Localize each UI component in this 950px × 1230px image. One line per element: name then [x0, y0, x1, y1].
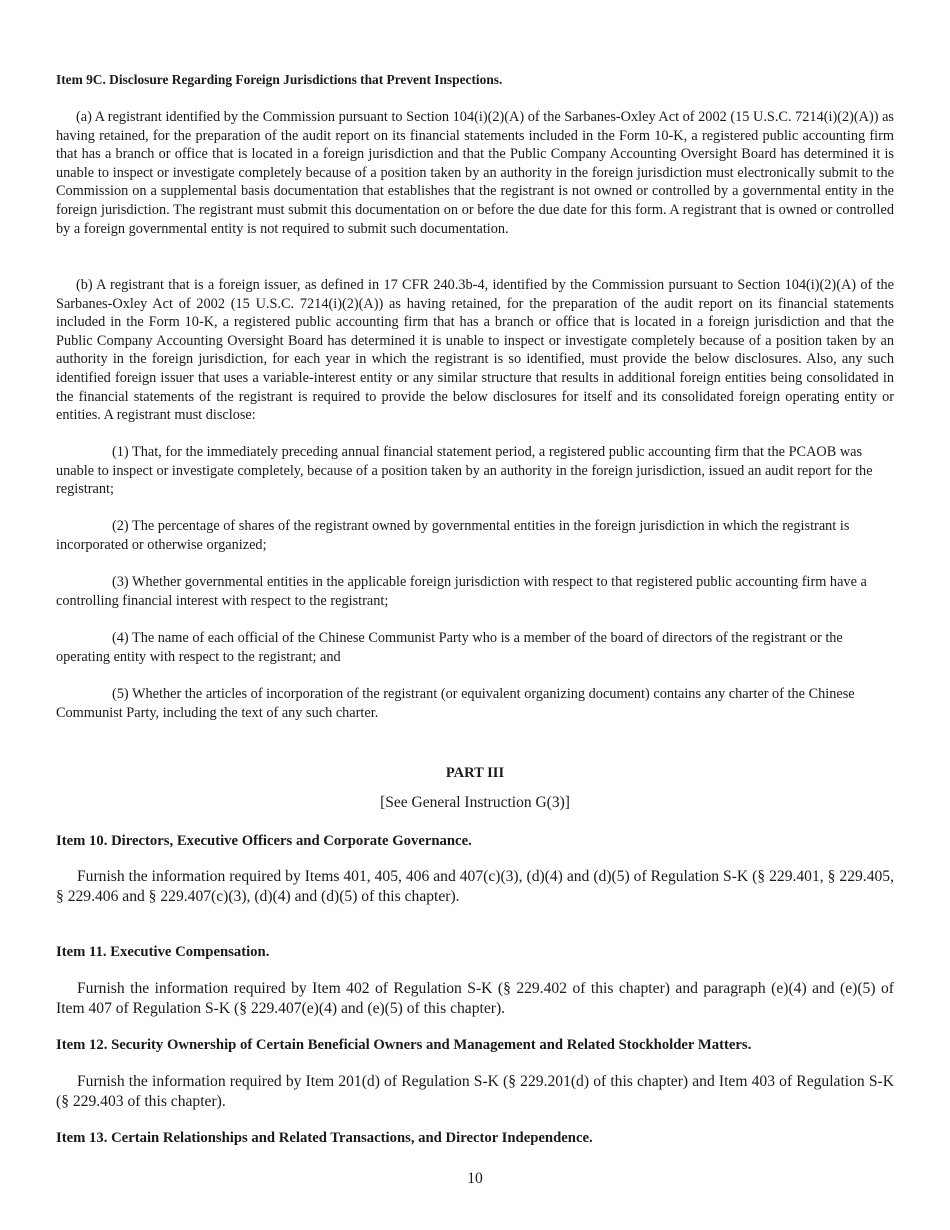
item-9c-paragraph-b: (b) A registrant that is a foreign issuer, as defined in 17 CFR 240.3b-4, identified by the Commission pursuant to Section 104(i)(2)(A) of the Sarbanes-Oxley Act of 2002 (15 U.S.C. 7214(i)(2)(A)) as having retained, for the preparation of the audit report on its financial statements included in the Form 10-K, a registered public accounting firm that has a branch or office that is located in a foreign jurisdiction and that the Public Company Accounting Oversight Board has determined it is unable to inspect or investigate completely because of a position taken by an authority in the foreign jurisdiction, for each year in which the registrant is so identified, must provide the below disclosures. Also, any such identified foreign issuer that uses a variable-interest entity or any similar structure that results in additional foreign entities being consolidated in the financial statements of the registrant is required to provide the below disclosures for itself and its consolidated foreign operating entity or entities. A registrant must disclose:: [56, 277, 894, 424]
page-number: 10: [467, 1170, 483, 1187]
item-10-body: Furnish the information required by Items 401, 405, 406 and 407(c)(3), (d)(4) and (d)(5) of Regulation S-K (§ 229.401, § 229.405, § 229.406 and § 229.407(c)(3), (d)(4) and (d)(5) of this chapter).: [56, 868, 894, 905]
item-9c-sub-item-3: (3) Whether governmental entities in the applicable foreign jurisdiction with respect to that registered public accounting firm have a controlling financial interest with respect to the registrant;: [56, 574, 867, 609]
item-9c-sub-item-1: (1) That, for the immediately preceding annual financial statement period, a registered public accounting firm that the PCAOB was unable to inspect or investigate completely, because of a position taken by an authority in the foreign jurisdiction, issued an audit report for the registrant;: [56, 444, 873, 498]
item-12-heading: Item 12. Security Ownership of Certain Beneficial Owners and Management and Related Stockholder Matters.: [56, 1037, 752, 1053]
item-9c-heading: Item 9C. Disclosure Regarding Foreign Jurisdictions that Prevent Inspections.: [56, 72, 503, 87]
item-11-heading: Item 11. Executive Compensation.: [56, 944, 270, 960]
item-9c-sub-item-4: (4) The name of each official of the Chinese Communist Party who is a member of the board of directors of the registrant or the operating entity with respect to the registrant; and: [56, 630, 843, 665]
item-12-body: Furnish the information required by Item 201(d) of Regulation S-K (§ 229.201(d) of this chapter) and Item 403 of Regulation S-K (§ 229.403 of this chapter).: [56, 1073, 894, 1110]
item-9c-sub-item-5: (5) Whether the articles of incorporation of the registrant (or equivalent organizing document) contains any charter of the Chinese Communist Party, including the text of any such charter.: [56, 686, 855, 721]
item-9c-sub-item-2: (2) The percentage of shares of the registrant owned by governmental entities in the foreign jurisdiction in which the registrant is incorporated or otherwise organized;: [56, 518, 850, 553]
item-9c-paragraph-a: (a) A registrant identified by the Commission pursuant to Section 104(i)(2)(A) of the Sarbanes-Oxley Act of 2002 (15 U.S.C. 7214(i)(2)(A)) as having retained, for the preparation of the audit report on its financial statements included in the Form 10-K, a registered public accounting firm that has a branch or office that is located in a foreign jurisdiction and that the Public Company Accounting Oversight Board has determined it is unable to inspect or investigate completely because of a position taken by an authority in the foreign jurisdiction must electronically submit to the Commission on a supplemental basis documentation that establishes that the registrant is not owned or controlled by a governmental entity in the foreign jurisdiction. The registrant must submit this documentation on or before the due date for this form. A registrant that is owned or controlled by a foreign governmental entity is not required to submit such documentation.: [56, 109, 894, 237]
item-11-body: Furnish the information required by Item 402 of Regulation S-K (§ 229.402 of this chapter) and paragraph (e)(4) and (e)(5) of Item 407 of Regulation S-K (§ 229.407(e)(4) and (e)(5) of this chapter).: [56, 980, 894, 1017]
part-title: PART III: [445, 765, 505, 781]
item-13-heading: Item 13. Certain Relationships and Related Transactions, and Director Independence.: [56, 1130, 593, 1146]
part-instruction: [See General Instruction G(3)]: [380, 794, 570, 811]
item-10-heading: Item 10. Directors, Executive Officers and Corporate Governance.: [56, 833, 472, 849]
